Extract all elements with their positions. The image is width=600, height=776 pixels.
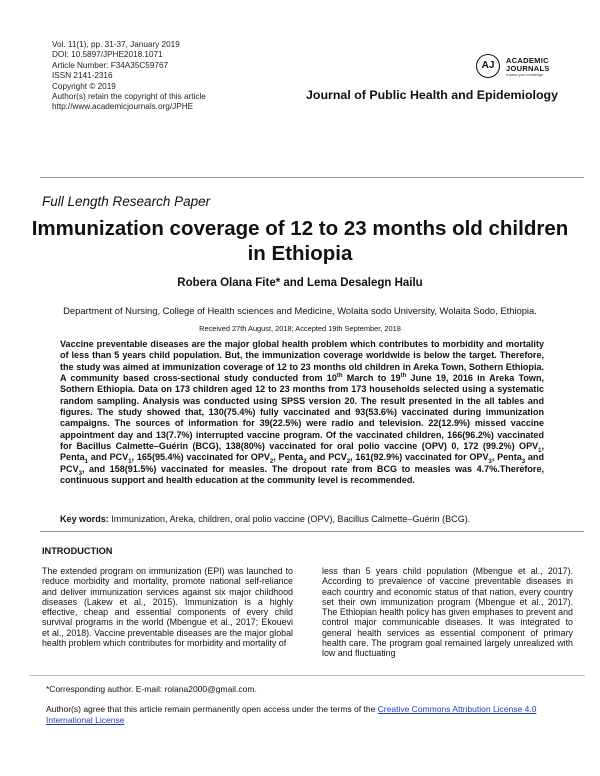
introduction-heading: INTRODUCTION [42,546,113,556]
meta-article-number: Article Number: F34A35C59767 [52,60,169,70]
logo-monogram-icon: AJ [476,54,500,78]
keywords-text: Immunization, Areka, children, oral polio vaccine (OPV), Bacillus Calmette–Guérin (BCG). [108,514,471,524]
meta-copyright: Copyright © 2019 [52,81,116,91]
keywords [60,513,544,525]
keywords-divider [40,531,584,532]
logo-line1: ACADEMIC [506,56,549,65]
received-dates: Received 27th August, 2018; Accepted 19th September, 2018 [199,324,401,333]
license-note: Author(s) agree that this article remain permanently open access under the terms of the Creative Commons Attribution License 4.0 International License [46,704,537,725]
keywords-label: Key words: [60,514,109,524]
meta-rights: Author(s) retain the copyright of this article [52,92,206,102]
article-metadata [52,40,206,113]
article-type: Full Length Research Paper [42,194,211,209]
header-divider [40,177,584,178]
affiliation: Department of Nursing, College of Health sciences and Medicine, Wolaita sodo University, Wolaita Sodo, Ethiopia. [63,305,537,316]
logo-line2: JOURNALS [506,64,550,73]
abstract: Vaccine preventable diseases are the major global health problem which contributes to morbidity and mortality of less than 5 years child population. But, the immunization coverage worldwide is below the target. Therefore, the study was aimed at immunization coverage of 12 to 23 months old children in Areka Town, Sothern Ethiopia. A community based cross-sectional study conducted from 10th March to 19th June 19, 2016 in Areka Town, Sothern Ethiopia. Data on 173 children aged 12 to 23 months from 173 households selected using a systematic random sampling. Analysis was conducted using SPSS version 20. The result presented in the all tables and figures. The study showed that, 130(75.4%) fully vaccinated and 93(53.6%) vaccinated during immunization campaigns. The sources of information for 39(22.5%) were radio and television. 22(12.9%) missed vaccine appointment day and 13(7.7%) interrupted vaccine program. Of the vaccinated children, 166(96.2%) vaccinated for Bacillus Calmette–Guérin (BCG), 138(80%) vaccinated for oral polio vaccine (OPV) 0, 172 (99.2%) $OPV_1$, Penta$_1$ and $PCV_1$, 165(95.4%) vaccinated for $OPV_2$, Penta$_2$ and $PCV_2$, 161(92.9%) vaccinated for $OPV_3$, Penta$_3$ and $PCV_3$, and 158(91.5%) vaccinated for measles. The dropout rate from BCG to measles was 4.7%.Therefore, continuous support and health education at the community level is recommended. [60,339,544,486]
intro-column-left: The extended program on immunization (EPI) was launched to reduce morbidity and mortality, promote national self-reliance and deliver immunization services against six major childhood diseases (Lakew et al., 2015). Immunization is a highly effective, cheap and essential components of every child survival programs in the world (Mbengue et al., 2017; Ekouevi et al., 2018). Vaccine preventable diseases are the major global health problem which contributes for morbidity and mortality of [42,566,293,648]
footnote-divider [30,675,585,676]
meta-volume: Vol. 11(1), pp. 31-37, January 2019 [52,40,180,49]
corresponding-author: *Corresponding author. E-mail: rolana2000@gmail.com. [46,684,257,694]
publisher-logo [476,52,586,82]
logo-tagline: expand your knowledge [506,73,543,77]
authors: Robera Olana Fite* and Lema Desalegn Hailu [177,277,423,289]
meta-url[interactable]: http://www.academicjournals.org/JPHE [52,102,194,112]
article-title: Immunization coverage of 12 to 23 months old children in Ethiopia [31,217,569,265]
meta-doi: DOI: 10.5897/JPHE2018.1071 [52,50,163,60]
journal-name: Journal of Public Health and Epidemiology [306,88,558,102]
meta-issn: ISSN 2141-2316 [52,71,113,81]
license-link[interactable]: Creative Commons Attribution License 4.0 International License [46,704,537,725]
intro-column-right: less than 5 years child population (Mbengue et al., 2017). According to prevalence of vaccine preventable diseases in each country and economic status of that nation, every country set their own immunization program (Mbengue et al., 2017). The Ethiopian health policy has given emphases to prevent and control major communicable diseases. It was integrated to general health services as essential component of primary health care. The program goal remained largely unrealized with low and fluctuating [322,566,573,658]
